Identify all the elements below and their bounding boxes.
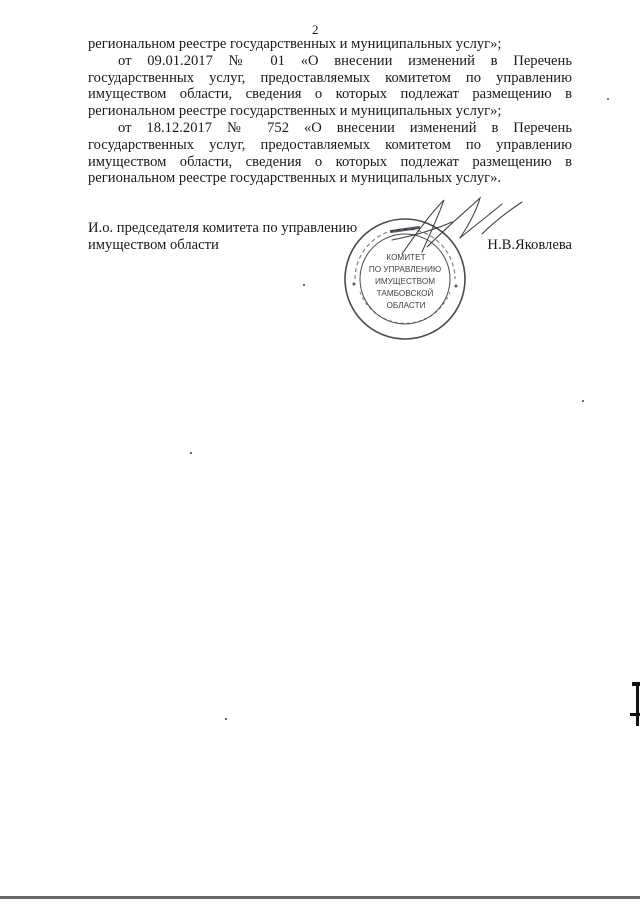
signatory-name: Н.В.Яковлева (487, 236, 572, 253)
handwritten-signature (372, 192, 532, 262)
paragraph-order-01: от 09.01.2017 № 01 «О внесении изменений в Перечень государственных услуг, предоставляемых комитетом по управлению имуществом области, сведения о которых подлежат размещению в региональном реестре государственных и муниципальных услуг»; (88, 52, 572, 120)
stamp-line-2: ПО УПРАВЛЕНИЮ (368, 265, 442, 274)
scan-speck (582, 400, 584, 402)
stamp-line-5: ОБЛАСТИ (386, 301, 426, 310)
scan-speck (190, 452, 192, 454)
stamp-line-3: ИМУЩЕСТВОМ (374, 277, 436, 286)
page-number: 2 (312, 22, 319, 37)
scan-speck (225, 718, 227, 720)
stamp-line-1: КОМИТЕТ (386, 253, 426, 262)
document-body (88, 36, 572, 187)
signatory-title-line1: И.о. председателя комитета по управлению (88, 220, 358, 236)
signatory-title-line2: имуществом области (88, 236, 219, 253)
scan-speck (607, 98, 609, 100)
scan-bottom-edge (0, 896, 640, 899)
scan-speck (303, 284, 305, 286)
stamp-line-4: ТАМБОВСКОЙ (376, 289, 434, 298)
paragraph-order-752: от 18.12.2017 № 752 «О внесении изменений в Перечень государственных услуг, предоставляемых комитетом по управлению имуществом области, сведения о которых подлежат размещению в региональном реестре государственных и муниципальных услуг». (88, 119, 572, 187)
scan-edge-mark-3 (636, 686, 639, 726)
paragraph-continuation: региональном реестре государственных и муниципальных услуг»; (88, 36, 502, 52)
